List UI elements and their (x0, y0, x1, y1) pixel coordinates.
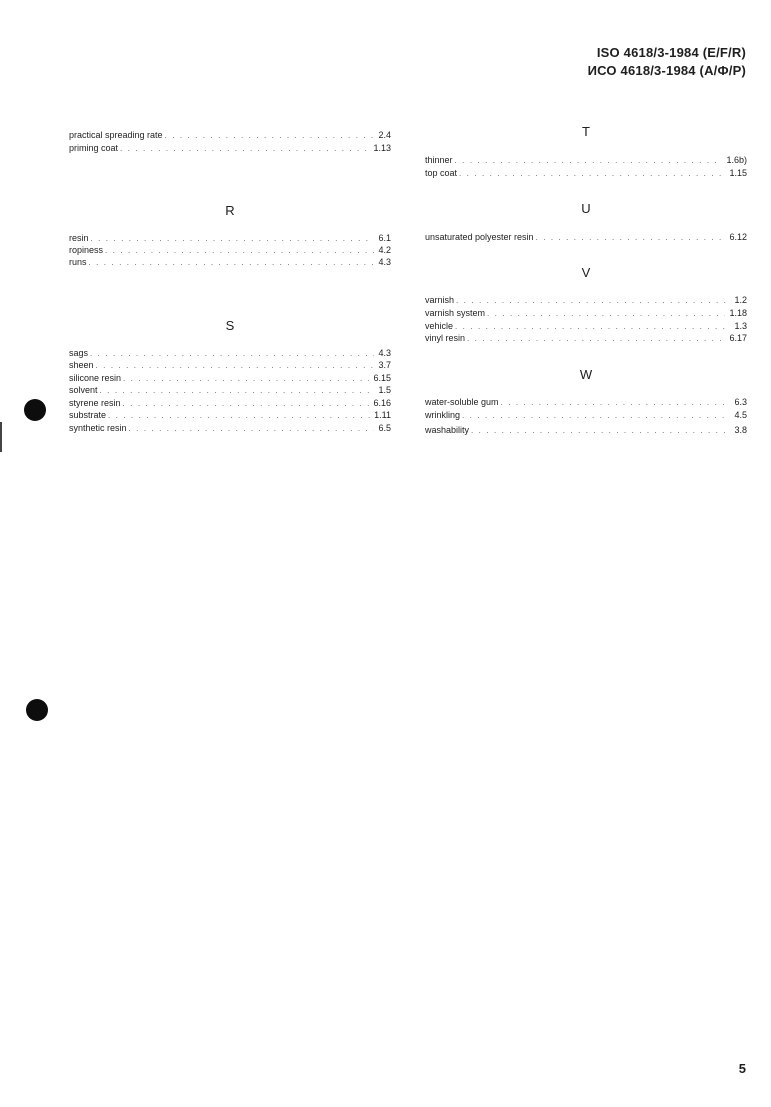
index-entry (425, 409, 747, 421)
index-term: ropiness (69, 245, 104, 255)
index-entry (425, 167, 747, 179)
header-standard-latin: ISO 4618/3-1984 (E/F/R) (596, 45, 746, 60)
index-entry (69, 244, 391, 256)
index-ref: 4.3 (378, 257, 391, 267)
index-term: vehicle (425, 321, 454, 331)
index-ref: 6.3 (734, 397, 747, 407)
dot-leader (165, 130, 375, 142)
index-entry (425, 307, 747, 319)
section-letter-w: W (579, 367, 593, 382)
index-ref: 1.15 (729, 168, 747, 178)
section-letter-s: S (225, 318, 235, 333)
index-term: silicone resin (69, 373, 122, 383)
index-ref: 4.3 (378, 348, 391, 358)
index-term: sheen (69, 360, 94, 370)
punch-hole (26, 699, 48, 721)
index-term: unsaturated polyester resin (425, 232, 534, 242)
index-term: styrene resin (69, 398, 121, 408)
index-entry (69, 409, 391, 421)
index-ref: 4.2 (378, 245, 391, 255)
dot-leader (100, 385, 375, 397)
index-entry (69, 397, 391, 409)
section-letter-r: R (225, 203, 235, 218)
index-ref: 1.5 (378, 385, 391, 395)
index-entry (69, 372, 391, 384)
dot-leader (455, 155, 723, 167)
section-letter-t: T (582, 124, 590, 139)
punch-hole (24, 399, 46, 421)
dot-leader (471, 425, 730, 437)
index-term: solvent (69, 385, 98, 395)
index-term: practical spreading rate (69, 130, 163, 140)
index-entry (69, 422, 391, 434)
index-entry (69, 347, 391, 359)
index-term: resin (69, 233, 89, 243)
index-term: substrate (69, 410, 107, 420)
index-entry (425, 332, 747, 344)
index-term: priming coat (69, 143, 119, 153)
index-term: varnish system (425, 308, 486, 318)
header-standard-cyrillic: ИСО 4618/3-1984 (А/Ф/Р) (587, 63, 746, 78)
page-number: 5 (738, 1061, 746, 1076)
index-ref: 1.2 (734, 295, 747, 305)
index-entry (69, 142, 391, 154)
index-entry (425, 320, 747, 332)
index-ref: 1.3 (734, 321, 747, 331)
dot-leader (536, 232, 726, 244)
index-entry (425, 231, 747, 243)
index-entry (69, 129, 391, 141)
index-term: synthetic resin (69, 423, 127, 433)
index-term: washability (425, 425, 470, 435)
index-ref: 1.13 (373, 143, 391, 153)
index-entry (425, 424, 747, 436)
index-ref: 3.7 (378, 360, 391, 370)
index-term: sags (69, 348, 89, 358)
dot-leader (89, 257, 375, 269)
index-entry (425, 294, 747, 306)
index-term: thinner (425, 155, 453, 165)
index-ref: 1.6b) (726, 155, 747, 165)
index-ref: 6.15 (373, 373, 391, 383)
index-ref: 1.11 (374, 410, 391, 420)
index-term: runs (69, 257, 87, 267)
section-letter-u: U (581, 201, 591, 216)
dot-leader (456, 295, 730, 307)
dot-leader (501, 397, 731, 409)
dot-leader (467, 333, 725, 345)
index-term: varnish (425, 295, 455, 305)
dot-leader (487, 308, 725, 320)
dot-leader (462, 410, 730, 422)
index-entry (69, 256, 391, 268)
dot-leader (129, 423, 375, 435)
dot-leader (108, 410, 370, 422)
index-ref: 2.4 (378, 130, 391, 140)
index-term: water-soluble gum (425, 397, 499, 407)
index-ref: 1.18 (729, 308, 747, 318)
index-term: vinyl resin (425, 333, 466, 343)
index-ref: 6.5 (378, 423, 391, 433)
index-ref: 6.16 (373, 398, 391, 408)
index-ref: 3.8 (734, 425, 747, 435)
section-letter-v: V (581, 265, 591, 280)
index-ref: 4.5 (734, 410, 747, 420)
index-entry (69, 359, 391, 371)
dot-leader (96, 360, 375, 372)
dot-leader (120, 143, 369, 155)
dot-leader (459, 168, 725, 180)
index-entry (425, 396, 747, 408)
document-header (588, 44, 746, 80)
index-ref: 6.12 (729, 232, 747, 242)
index-ref: 6.17 (729, 333, 747, 343)
scan-edge-mark (0, 422, 2, 452)
index-entry (425, 154, 747, 166)
index-ref: 6.1 (378, 233, 391, 243)
index-term: wrinkling (425, 410, 461, 420)
index-entry (69, 384, 391, 396)
index-term: top coat (425, 168, 458, 178)
index-entry (69, 232, 391, 244)
